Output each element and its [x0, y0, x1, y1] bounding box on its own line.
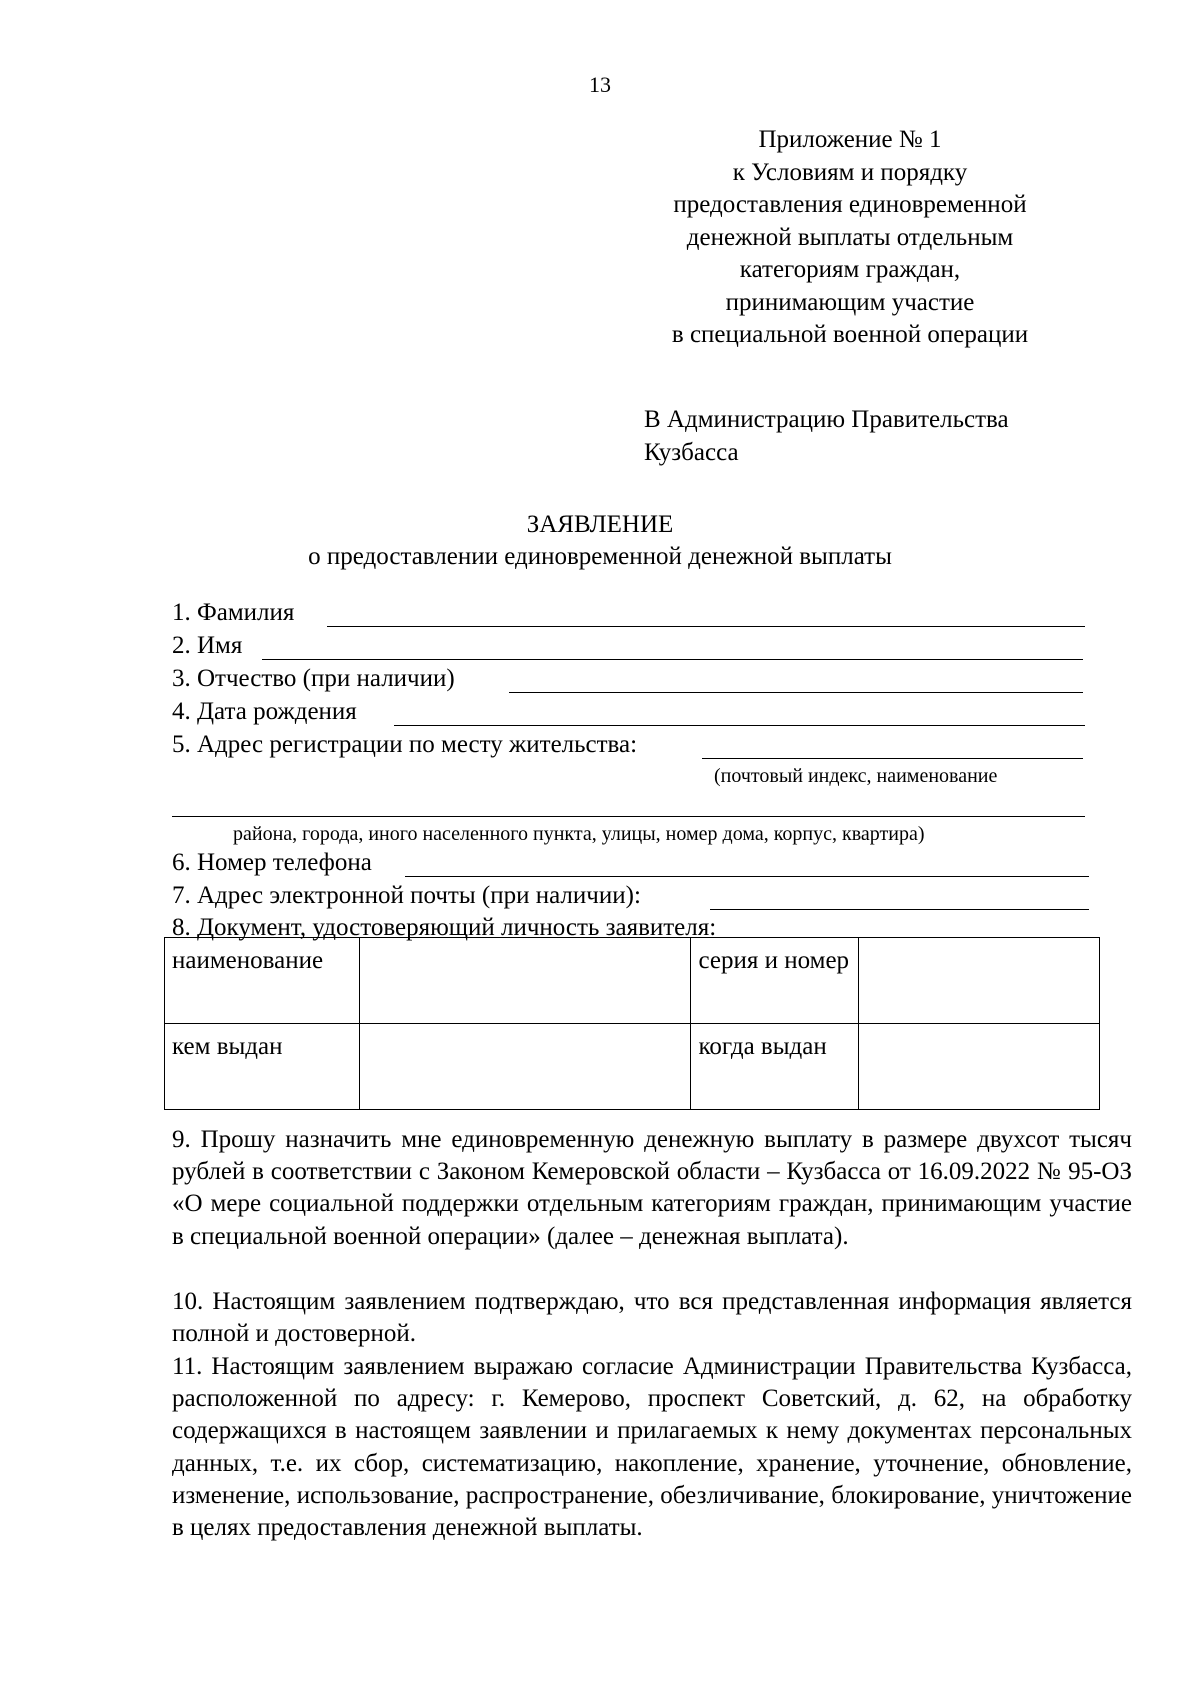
addressee-line: Кузбасса	[644, 439, 739, 466]
addressee-line: В Администрацию Правительства	[644, 406, 1009, 433]
doc-issued-date-label: когда выдан	[691, 1024, 859, 1110]
paragraph-9: 9. Прошу назначить мне единовременную денежную выплату в размере двухсот тысяч рублей в соответствии с Законом Кемеровской области – Кузбасса от 16.09.2022 № 95-ОЗ «О мере социальной поддержки отдельным категориям граждан, принимающим участие в специальной военной операции» (далее – денежная выплата).	[172, 1126, 1132, 1250]
paragraph-11: 11. Настоящим заявлением выражаю согласие Администрации Правительства Кузбасса, расположенной по адресу: г. Кемерово, проспект Советский, д. 62, на обработку содержащихся в настоящем заявлении и прилагаемых к нему документах персональных данных, т.е. их сбор, систематизацию, накопление, хранение, уточнение, обновление, изменение, использование, распространение, обезличивание, блокирование, уничтожение в целях предоставления денежной выплаты.	[172, 1353, 1132, 1542]
title-main: ЗАЯВЛЕНИЕ	[526, 511, 674, 538]
doc-name-value[interactable]	[359, 938, 691, 1024]
field-patronymic-line[interactable]	[509, 692, 1083, 693]
field-surname-line[interactable]	[327, 626, 1085, 627]
appendix-line: предоставления единовременной	[673, 191, 1027, 218]
title-subtitle: о предоставлении единовременной денежной выплаты	[308, 543, 892, 570]
doc-issued-by-label: кем выдан	[165, 1024, 360, 1110]
document-title	[0, 509, 1200, 573]
doc-series-value[interactable]	[859, 938, 1100, 1024]
field-address-label: 5. Адрес регистрации по месту жительства:	[172, 731, 638, 758]
appendix-line: денежной выплаты отдельным	[686, 223, 1014, 251]
field-patronymic-label: 3. Отчество (при наличии)	[172, 665, 455, 692]
appendix-header	[620, 124, 1080, 352]
field-phone-label: 6. Номер телефона	[172, 849, 372, 876]
id-document-table	[164, 937, 1100, 1110]
table-row	[165, 1024, 1100, 1110]
field-birthdate-label: 4. Дата рождения	[172, 698, 357, 725]
field-name-label: 2. Имя	[172, 632, 243, 659]
field-surname-label: 1. Фамилия	[172, 599, 295, 626]
field-name-line[interactable]	[262, 659, 1083, 660]
appendix-line: принимающим участие	[725, 288, 975, 316]
field-email-label: 7. Адрес электронной почты (при наличии):	[172, 882, 641, 909]
field-phone-line[interactable]	[405, 876, 1089, 877]
field-email-line[interactable]	[710, 909, 1089, 910]
appendix-line: в специальной военной операции	[671, 321, 1029, 348]
field-id-document-label: 8. Документ, удостоверяющий личность заявителя:	[172, 914, 717, 941]
addressee	[644, 403, 1124, 469]
doc-issued-by-value[interactable]	[359, 1024, 691, 1110]
appendix-line: категориям граждан,	[739, 256, 961, 283]
field-birthdate-line[interactable]	[394, 725, 1085, 726]
field-address-line-2[interactable]	[172, 816, 1085, 817]
paragraph-10: 10. Настоящим заявлением подтверждаю, что вся представленная информация является полной и достоверной.	[172, 1288, 1132, 1348]
field-address-line[interactable]	[702, 758, 1083, 759]
doc-series-label: серия и номер	[691, 938, 859, 1024]
doc-issued-date-value[interactable]	[859, 1024, 1100, 1110]
page-number: 13	[589, 72, 611, 97]
address-note-2: района, города, иного населенного пункта, улицы, номер дома, корпус, квартира)	[233, 823, 925, 845]
address-note-1: (почтовый индекс, наименование	[714, 765, 998, 787]
table-row	[165, 938, 1100, 1024]
appendix-line: Приложение № 1	[758, 126, 942, 153]
doc-name-label: наименование	[165, 938, 360, 1024]
appendix-line: к Условиям и порядку	[732, 158, 968, 186]
